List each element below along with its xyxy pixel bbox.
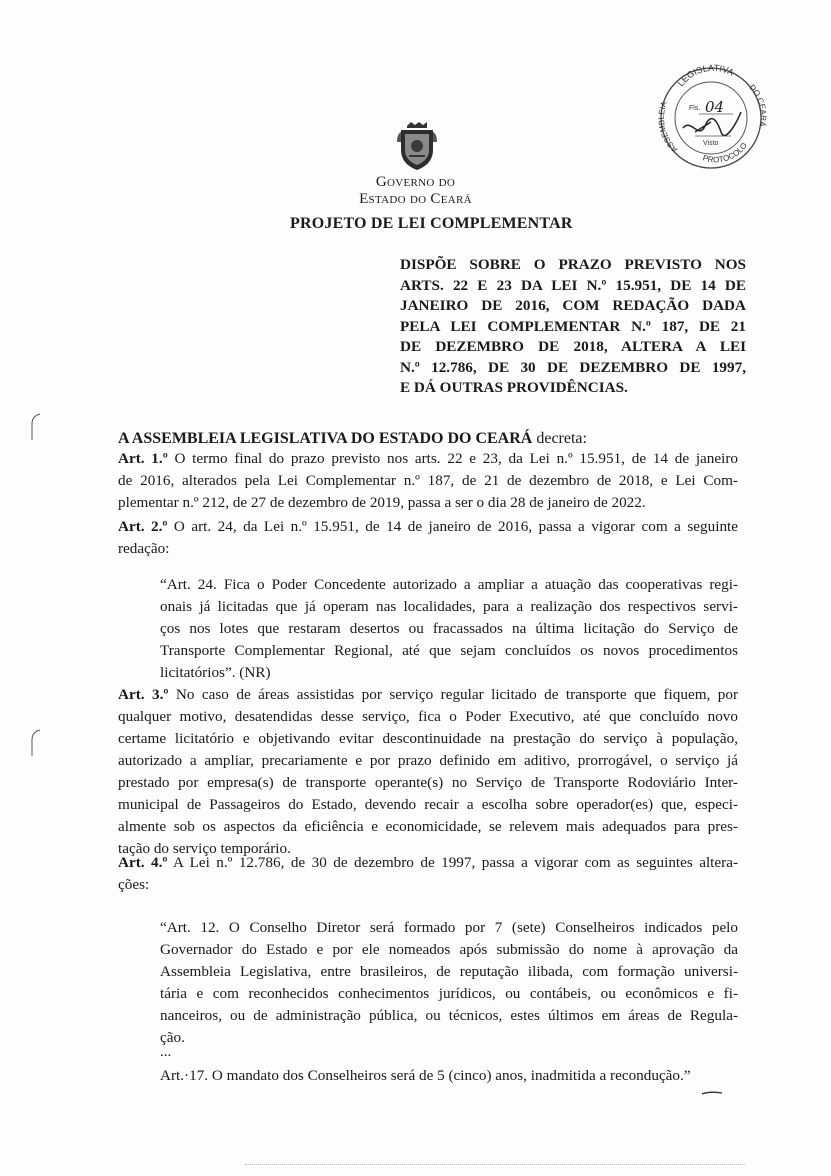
stamp-visto-label: Visto [703,140,719,147]
quote-text: ção. [160,1029,185,1046]
article-label: Art. 3.º [118,686,169,703]
stamp-arc-right: DO CEARÁ [747,82,767,128]
ementa-line: ARTS. 22 E 23 DA LEI N.º 15.951, DE 14 DE [400,276,746,294]
quote-text: Governador do Estado e por ele nomeados após submissão do nome à aprovação da [160,941,738,958]
omission-ellipsis: ... [160,1044,172,1060]
quote-text: nanceiros, ou de administração pública, ou técnicos, estes últimos em áreas de Regula- [160,1007,738,1024]
protocol-stamp [655,62,767,174]
document-title: PROJETO DE LEI COMPLEMENTAR [290,215,573,232]
article-1 [118,448,738,514]
article-text: O termo final do prazo previsto nos arts. 22 e 23, da Lei n.º 15.951, de 14 de janeiro [167,450,739,467]
article-text: redação: [118,540,170,557]
government-line-2: Estado do Ceará [359,191,472,207]
coat-of-arms-logo [393,120,441,172]
ementa-line: N.º 12.786, DE 30 DE DEZEMBRO DE 1997, [400,358,746,376]
article-text: A Lei n.º 12.786, de 30 de dezembro de 1997, passa a vigorar com as seguintes altera- [167,854,738,871]
ementa-line: E DÁ OUTRAS PROVIDÊNCIAS. [400,379,628,396]
article-label: Art. 2.º [118,518,168,535]
quote-text: onais já licitadas que já operam nas localidades, para a realização dos respectivos servi- [160,598,738,615]
quote-text: licitatórios”. (NR) [160,664,271,681]
stamp-fls-value: 04 [705,98,725,116]
article-text: ções: [118,876,150,893]
quote-text: Transporte Complementar Regional, até que sejam concluídos os novos procedimentos [160,642,738,659]
article-text: plementar n.º 212, de 27 de dezembro de 2019, passa a ser o dia 28 de janeiro de 2022. [118,494,646,511]
quote-text: “Art. 12. O Conselho Diretor será formado por 7 (sete) Conselheiros indicados pelo [160,919,738,936]
scan-edge-line [245,1164,745,1165]
stamp-fls-label: Fls. [689,105,701,112]
article-label: Art. 4.º [118,854,168,871]
stamp-arc-top: LEGISLATIVA [675,62,736,89]
article-text: almente sob os aspectos da eficiência e economicidade, se relevem mais adequados para pres- [118,818,738,835]
pen-mark-icon [700,1088,724,1098]
article-3 [118,684,738,860]
margin-mark-icon [28,412,42,442]
enacting-clause-body: A ASSEMBLEIA LEGISLATIVA DO ESTADO DO CEARÁ [118,430,533,447]
article-text: No caso de áreas assistidas por serviço regular licitado de transporte que fiquem, por [168,686,739,703]
ementa-line: JANEIRO DE 2016, COM REDAÇÃO DADA [400,297,746,314]
article-text: tação do serviço temporário. [118,840,291,857]
quoted-article-24 [160,574,738,684]
ementa-line: PELA LEI COMPLEMENTAR N.º 187, DE 21 [400,317,746,335]
article-text: qualquer motivo, desatendidas desse serviço, fica o Poder Executivo, até que concluído novo [118,708,738,725]
article-text: O art. 24, da Lei n.º 15.951, de 14 de janeiro de 2016, passa a vigorar com a seguinte [167,518,739,535]
stamp-arc-left: ASSEMBLEIA [656,100,680,155]
quote-text: “Art. 24. Fica o Poder Concedente autorizado a ampliar a atuação das cooperativas regi- [160,576,738,593]
enacting-clause [118,430,587,448]
government-line-1: Governo do [375,174,456,190]
ementa [400,255,746,399]
quote-text: ços nos lotes que restaram desertos ou fracassados na última licitação do Serviço de [160,620,738,637]
article-text: municipal de Passageiros do Estado, devendo recair a escolha sobre operador(es) que, especi- [118,796,738,813]
stamp-seal-icon [655,62,767,174]
ementa-line: DE DEZEMBRO DE 2018, ALTERA A LEI [400,338,746,355]
article-label: Art. 1.º [118,450,168,467]
article-text: de 2016, alterados pela Lei Complementar n.º 187, de 21 de dezembro de 2018, e Lei Com- [118,472,738,489]
article-text: certame licitatório e objetivando evitar descontinuidade na prestação do serviço à população, [118,730,738,747]
margin-mark-icon [28,728,42,758]
ementa-line: DISPÕE SOBRE O PRAZO PREVISTO NOS [400,256,746,273]
article-2 [118,516,738,560]
coat-of-arms-icon [393,120,441,172]
quoted-article-12 [160,917,738,1049]
quote-text: tária e com reconhecidos conhecimentos jurídicos, ou contábeis, ou econômicos e fi- [160,985,738,1002]
article-text: prestado por empresa(s) de transporte operante(s) no Serviço de Transporte Rodoviário Inter- [118,774,738,791]
article-4 [118,852,738,896]
stamp-arc-bottom: PROTOCOLO [701,140,749,165]
quoted-article-17: Art.·17. O mandato dos Conselheiros será de 5 (cinco) anos, inadmitida a recondução.” [160,1067,691,1084]
quote-text: Assembleia Legislativa, entre brasileiros, de reputação ilibada, com formação universi- [160,963,738,980]
enacting-clause-verb: decreta: [532,430,587,447]
article-text: autorizado a ampliar, precariamente e por prazo definido em aditivo, prorrogável, o serviço já [118,752,738,769]
